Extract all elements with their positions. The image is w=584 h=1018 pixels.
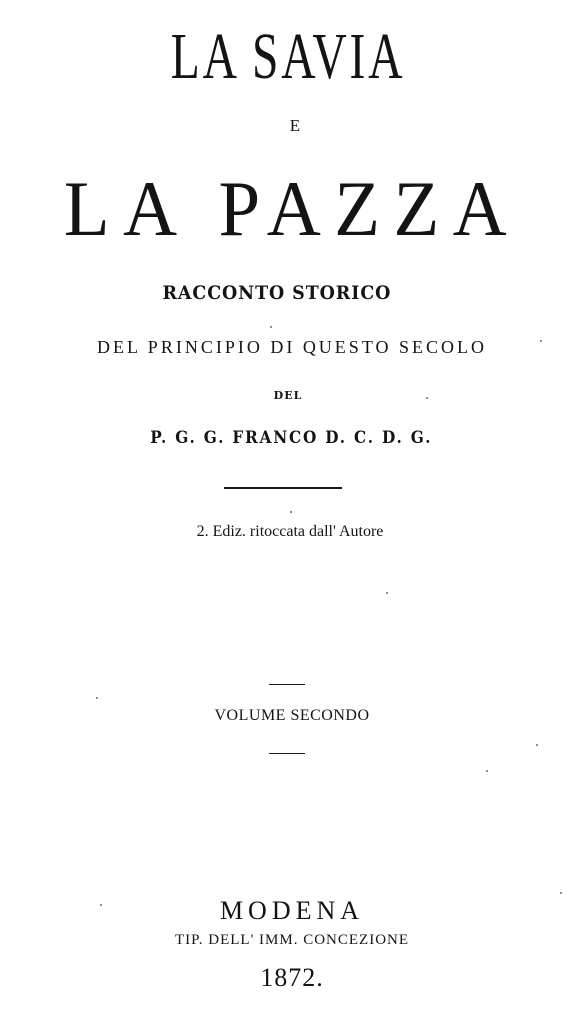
subtitle-2: DEL PRINCIPIO DI QUESTO SECOLO [96,337,487,357]
printer-name: TIP. DELL' IMM. CONCEZIONE [174,932,410,948]
paper-speck [486,770,488,772]
paper-speck [540,340,542,342]
paper-speck [100,904,102,906]
volume-rule-bottom [269,753,305,754]
paper-speck [270,326,272,328]
publication-year: 1872. [260,963,324,992]
divider-rule [224,487,342,489]
paper-speck [96,697,98,699]
author-name: P. G. G. FRANCO D. C. D. G. [150,428,433,448]
volume-rule-top [269,684,305,685]
paper-speck [536,744,538,746]
author-preposition: DEL [273,389,303,402]
paper-speck [290,511,292,513]
paper-speck [386,592,388,594]
subtitle: RACCONTO STORICO [162,282,392,304]
edition-note: 2. Ediz. ritoccata dall' Autore [196,523,384,540]
paper-speck [560,892,562,894]
title-conjunction: E [289,116,301,135]
paper-speck [426,397,428,399]
publication-city: MODENA [219,896,365,925]
title-line-1: LA SAVIA [170,20,406,93]
title-line-2: LA PAZZA [63,165,521,252]
volume-label: VOLUME SECONDO [214,707,370,724]
